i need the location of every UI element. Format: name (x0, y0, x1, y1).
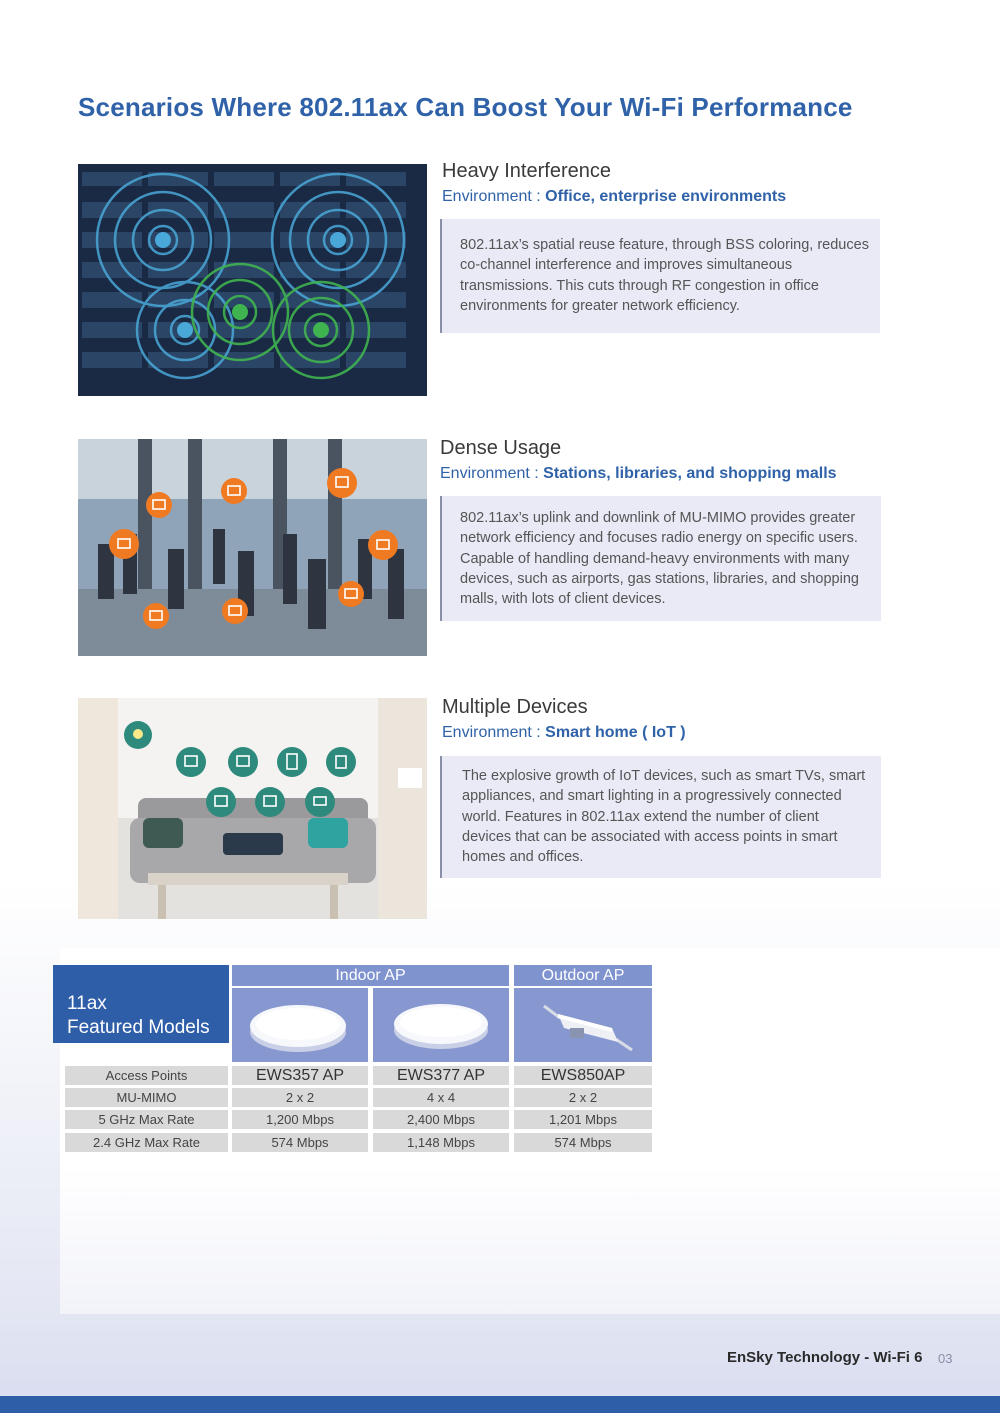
scenario-description: 802.11ax’s spatial reuse feature, through BSS coloring, reduces co-channel interference and improves simultaneous transmissions. This cuts through RF congestion in office environments for greater network efficiency. (440, 219, 880, 333)
featured-models-title-line2: Featured Models (67, 1017, 210, 1038)
row-label-mu-mimo: MU-MIMO (65, 1088, 228, 1107)
ews357-image (232, 988, 368, 1062)
rate5-ews850ap: 1,201 Mbps (514, 1110, 652, 1129)
rate5-ews377: 2,400 Mbps (373, 1110, 509, 1129)
row-label-access-points: Access Points (65, 1066, 228, 1085)
row-label-24ghz: 2.4 GHz Max Rate (65, 1133, 228, 1152)
scenario-environment (442, 188, 786, 206)
featured-models-title-line1: 11ax (67, 993, 107, 1014)
ews377-image (373, 988, 509, 1062)
rate24-ews377: 1,148 Mbps (373, 1133, 509, 1152)
living-room-photo (78, 698, 427, 919)
scenario-heavy-interference (78, 160, 888, 404)
scenario-multiple-devices (78, 698, 888, 938)
bottom-bar (0, 1396, 1000, 1413)
indoor-ap-header: Indoor AP (232, 965, 509, 986)
model-name-ews377: EWS377 AP (373, 1066, 509, 1085)
scenario-environment (442, 724, 686, 742)
page-number: 03 (938, 1351, 953, 1366)
environment-value: Stations, libraries, and shopping malls (543, 465, 837, 482)
page-title: Scenarios Where 802.11ax Can Boost Your Wi-Fi Performance (78, 92, 853, 122)
scenario-dense-usage (78, 439, 888, 679)
mimo-ews377: 4 x 4 (373, 1088, 509, 1107)
mimo-ews850ap: 2 x 2 (514, 1088, 652, 1107)
row-label-5ghz: 5 GHz Max Rate (65, 1110, 228, 1129)
scenario-heading: Multiple Devices (442, 696, 588, 718)
model-name-ews850ap: EWS850AP (514, 1066, 652, 1085)
office-building-photo (78, 164, 427, 396)
scenario-description: The explosive growth of IoT devices, such as smart TVs, smart appliances, and smart lighting in a progressively connected world. Features in 802.11ax extend the number of client devices that can be associated with access points in smart homes and offices. (440, 756, 881, 878)
rate5-ews357: 1,200 Mbps (232, 1110, 368, 1129)
environment-label: Environment : (442, 724, 541, 741)
crowded-station-photo (78, 439, 427, 656)
environment-value: Smart home ( IoT ) (545, 724, 686, 741)
outdoor-ap-header: Outdoor AP (514, 965, 652, 986)
footer-brand: EnSky Technology - Wi-Fi 6 (727, 1349, 923, 1366)
environment-label: Environment : (442, 188, 541, 205)
scenario-heading: Heavy Interference (442, 160, 611, 182)
mimo-ews357: 2 x 2 (232, 1088, 368, 1107)
environment-label: Environment : (440, 465, 539, 482)
scenario-heading: Dense Usage (440, 437, 562, 459)
model-name-ews357: EWS357 AP (232, 1066, 368, 1085)
ews850ap-image (514, 988, 652, 1062)
scenario-description: 802.11ax’s uplink and downlink of MU-MIMO provides greater network efficiency and focuses radio energy on specific users. Capable of handling demand-heavy environments with many devices, such as airports, gas stations, libraries, and shopping malls, with lots of client devices. (440, 496, 881, 621)
scenario-environment (440, 465, 837, 483)
rate24-ews357: 574 Mbps (232, 1133, 368, 1152)
rate24-ews850ap: 574 Mbps (514, 1133, 652, 1152)
featured-models-title (53, 965, 229, 1043)
environment-value: Office, enterprise environments (545, 188, 787, 205)
